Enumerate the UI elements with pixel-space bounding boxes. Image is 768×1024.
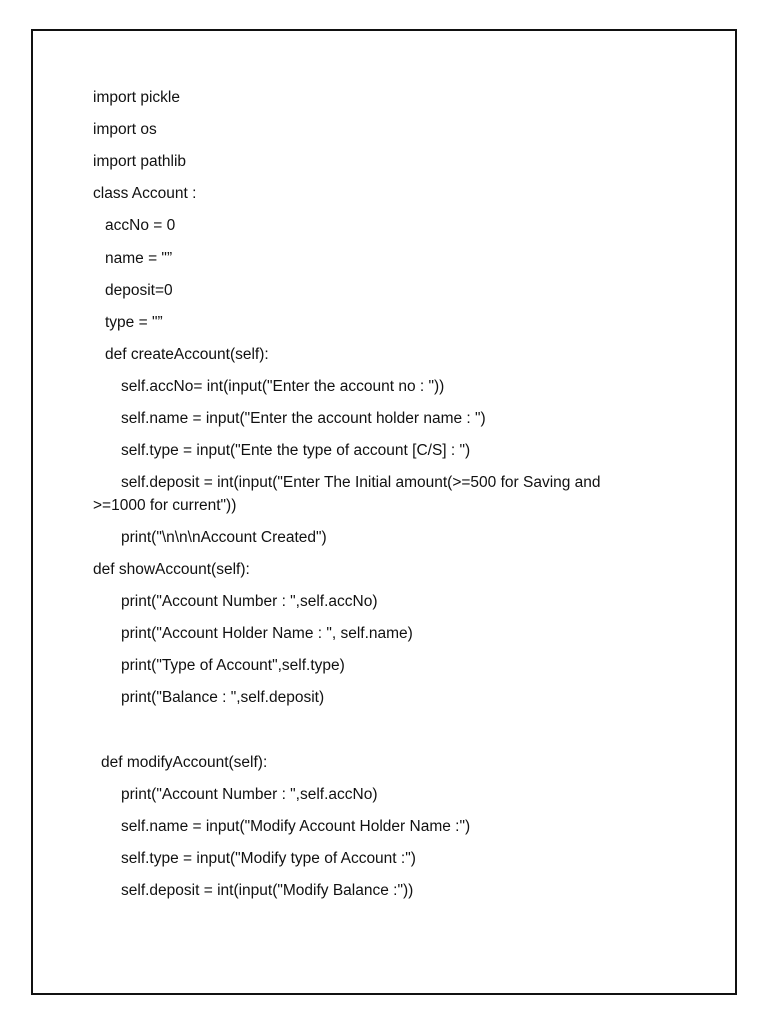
code-line: print("Account Number : ",self.accNo) [121,786,378,803]
code-line: type = "” [105,314,163,331]
code-line: print("Balance : ",self.deposit) [121,689,325,706]
code-line: self.name = input("Enter the account holder name : ") [121,410,486,427]
code-line: def showAccount(self): [93,561,250,578]
code-line: self.name = input("Modify Account Holder Name :") [121,818,471,835]
code-line: print("Account Number : ",self.accNo) [121,593,378,610]
code-line: self.type = input("Ente the type of account [C/S] : ") [121,442,471,459]
code-line: def createAccount(self): [105,346,269,363]
code-line: import os [93,121,157,138]
code-line: def modifyAccount(self): [101,754,268,771]
code-line: >=1000 for current")) [93,497,237,514]
code-line: print("Account Holder Name : ", self.name) [121,625,413,642]
code-line: self.deposit = int(input("Modify Balance :")) [121,882,414,899]
code-line: print("\n\n\nAccount Created") [121,529,327,546]
code-line: import pathlib [93,153,187,170]
code-line: self.type = input("Modify type of Account :") [121,850,416,867]
code-line: self.accNo= int(input("Enter the account no : ")) [121,378,445,395]
code-line: self.deposit = int(input("Enter The Initial amount(>=500 for Saving and [121,474,601,491]
code-line: import pickle [93,89,180,106]
code-line: name = "” [105,250,173,267]
code-line: deposit=0 [105,282,173,299]
code-line: class Account : [93,185,197,202]
code-line: print("Type of Account",self.type) [121,657,345,674]
code-line: accNo = 0 [105,217,176,234]
